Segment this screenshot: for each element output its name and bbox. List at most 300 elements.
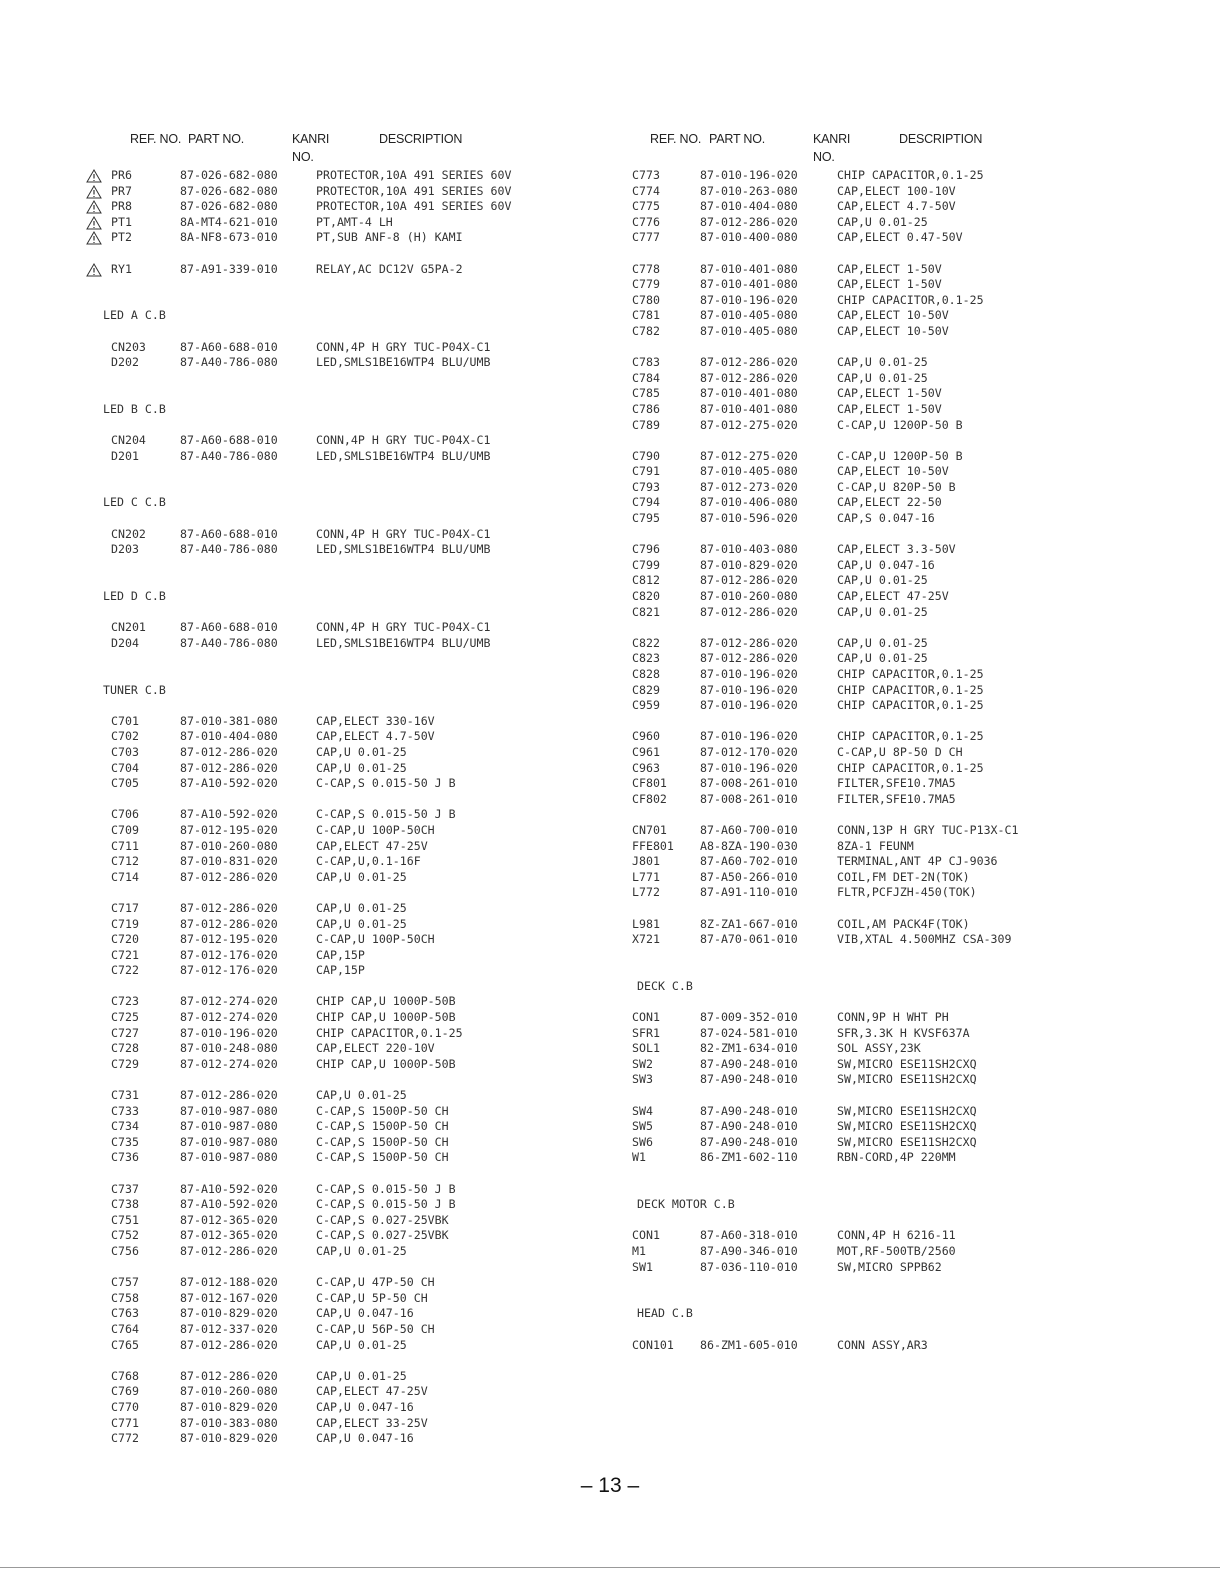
ref-no-cell: PR8 xyxy=(111,199,132,214)
ref-no-cell: C736 xyxy=(111,1150,139,1165)
ref-no-cell: C821 xyxy=(632,604,660,619)
ref-no-cell: PT1 xyxy=(111,214,132,229)
ref-no-cell: C733 xyxy=(111,1103,139,1118)
description-cell: SW,MICRO ESE11SH2CXQ xyxy=(837,1056,977,1071)
table-row xyxy=(88,1213,618,1229)
description-cell: C-CAP,S 0.015-50 J B xyxy=(316,776,456,791)
table-row xyxy=(622,1135,1212,1151)
table-row xyxy=(622,277,1212,293)
description-cell: C-CAP,U 1200P-50 B xyxy=(837,448,963,463)
ref-no-cell: C790 xyxy=(632,448,660,463)
part-no-cell: 87-010-987-080 xyxy=(180,1119,278,1134)
description-cell: CAP,ELECT 47-25V xyxy=(316,1384,428,1399)
ref-no-cell: C795 xyxy=(632,511,660,526)
ref-no-cell: C963 xyxy=(632,760,660,775)
table-row xyxy=(88,963,618,979)
ref-no-cell: C770 xyxy=(111,1399,139,1414)
ref-no-cell: C828 xyxy=(632,667,660,681)
spacer xyxy=(622,901,1212,917)
part-no-cell: 87-036-110-010 xyxy=(700,1259,798,1274)
table-row xyxy=(88,199,618,215)
table-row xyxy=(88,1306,618,1322)
part-no-cell: 87-010-987-080 xyxy=(180,1103,278,1118)
description-cell: CAP,ELECT 1-50V xyxy=(837,261,942,276)
description-cell: CAP,ELECT 47-25V xyxy=(837,589,949,604)
description-cell: CAP,U 0.047-16 xyxy=(837,557,935,572)
section-title xyxy=(88,589,618,605)
bottom-rule xyxy=(0,1567,1220,1568)
table-row xyxy=(88,1369,618,1385)
description-cell: CAP,ELECT 22-50 xyxy=(837,495,942,510)
description-cell: CAP,U 0.047-16 xyxy=(316,1431,414,1446)
description-cell: 8ZA-1 FEUNM xyxy=(837,838,914,853)
warning-triangle-icon xyxy=(86,231,102,245)
description-cell: CHIP CAPACITOR,0.1-25 xyxy=(837,667,984,681)
description-cell: CAP,ELECT 10-50V xyxy=(837,308,949,323)
column-header xyxy=(88,132,618,168)
section-title-text: LED B C.B xyxy=(103,401,166,416)
part-no-cell: 87-012-286-020 xyxy=(180,1368,278,1383)
part-no-cell: 87-026-682-080 xyxy=(180,183,278,198)
part-no-cell: 87-A60-688-010 xyxy=(180,433,278,448)
part-no-cell: 87-012-365-020 xyxy=(180,1228,278,1243)
description-cell: CAP,15P xyxy=(316,963,365,978)
description-cell: CAP,U 0.01-25 xyxy=(316,1243,407,1258)
ref-no-cell: C752 xyxy=(111,1228,139,1243)
part-no-cell: 87-012-286-020 xyxy=(180,1337,278,1352)
section-title xyxy=(88,308,618,324)
part-no-cell: 87-A90-248-010 xyxy=(700,1134,798,1149)
part-no-cell: 87-010-829-020 xyxy=(180,1306,278,1321)
part-no-cell: 87-010-405-080 xyxy=(700,323,798,338)
part-no-cell: 87-010-196-020 xyxy=(700,729,798,744)
description-cell: CAP,U 0.047-16 xyxy=(316,1399,414,1414)
description-heading: DESCRIPTION xyxy=(379,132,463,146)
ref-no-cell: C702 xyxy=(111,729,139,744)
description-cell: CHIP CAPACITOR,0.1-25 xyxy=(837,760,984,775)
description-cell: C-CAP,U 820P-50 B xyxy=(837,479,956,494)
ref-no-cell: CN202 xyxy=(111,526,146,541)
part-no-cell: 87-009-352-010 xyxy=(700,1010,798,1025)
ref-no-cell: C794 xyxy=(632,495,660,510)
ref-no-cell: RY1 xyxy=(111,261,132,276)
ref-no-cell: C786 xyxy=(632,401,660,416)
ref-no-cell: C776 xyxy=(632,214,660,229)
table-row xyxy=(622,870,1212,886)
ref-no-cell: M1 xyxy=(632,1243,646,1258)
part-no-cell: 87-A40-786-080 xyxy=(180,355,278,370)
table-row xyxy=(88,620,618,636)
part-no-cell: 87-010-196-020 xyxy=(700,667,798,681)
part-no-cell: 87-012-286-020 xyxy=(180,916,278,931)
ref-no-cell: C765 xyxy=(111,1337,139,1352)
part-no-cell: 87-010-405-080 xyxy=(700,464,798,479)
part-no-cell: 87-012-274-020 xyxy=(180,1010,278,1025)
part-no-cell: 87-A50-266-010 xyxy=(700,869,798,884)
ref-no-cell: CON1 xyxy=(632,1010,660,1025)
part-no-cell: 87-012-286-020 xyxy=(180,1243,278,1258)
part-no-cell: 87-A90-346-010 xyxy=(700,1243,798,1258)
description-cell: CONN,4P H GRY TUC-P04X-C1 xyxy=(316,433,491,448)
spacer xyxy=(622,620,1212,636)
ref-no-cell: C779 xyxy=(632,277,660,292)
ref-no-cell: C738 xyxy=(111,1197,139,1212)
table-row xyxy=(622,1057,1212,1073)
table-row xyxy=(622,854,1212,870)
ref-no-cell: C737 xyxy=(111,1181,139,1196)
description-cell: CAP,U 0.01-25 xyxy=(316,916,407,931)
description-cell: SW,MICRO ESE11SH2CXQ xyxy=(837,1103,977,1118)
table-row xyxy=(622,729,1212,745)
description-cell: PT,SUB ANF-8 (H) KAMI xyxy=(316,230,463,245)
table-row xyxy=(88,994,618,1010)
table-row xyxy=(88,1291,618,1307)
part-no-cell: 87-008-261-010 xyxy=(700,791,798,806)
ref-no-cell: C728 xyxy=(111,1041,139,1056)
ref-no-cell: C777 xyxy=(632,230,660,245)
ref-no-cell: SFR1 xyxy=(632,1025,660,1040)
description-cell: MOT,RF-500TB/2560 xyxy=(837,1243,956,1258)
table-row xyxy=(622,168,1212,184)
part-no-cell: 87-008-261-010 xyxy=(700,776,798,791)
part-no-cell: 87-010-196-020 xyxy=(180,1025,278,1040)
description-cell: CAP,U 0.01-25 xyxy=(316,1337,407,1352)
ref-no-cell: C822 xyxy=(632,635,660,650)
description-cell: C-CAP,S 0.027-25VBK xyxy=(316,1212,449,1227)
ref-no-cell: SW4 xyxy=(632,1103,653,1118)
ref-no-heading: REF. NO. xyxy=(650,132,702,146)
table-row xyxy=(88,776,618,792)
description-cell: CONN ASSY,AR3 xyxy=(837,1337,928,1352)
table-row xyxy=(88,1182,618,1198)
table-row xyxy=(622,1104,1212,1120)
table-row xyxy=(88,1228,618,1244)
spacer xyxy=(88,1260,618,1276)
part-no-cell: 87-026-682-080 xyxy=(180,199,278,214)
spacer xyxy=(88,511,618,527)
description-cell: CAP,ELECT 4.7-50V xyxy=(837,199,956,214)
ref-no-cell: C764 xyxy=(111,1321,139,1336)
spacer xyxy=(622,1213,1212,1229)
section-title-text: HEAD C.B xyxy=(637,1306,693,1321)
description-cell: C-CAP,S 0.015-50 J B xyxy=(316,1181,456,1196)
part-no-cell: 87-010-196-020 xyxy=(700,760,798,775)
spacer xyxy=(88,246,618,262)
description-cell: CHIP CAPACITOR,0.1-25 xyxy=(837,682,984,697)
part-no-cell: 87-012-274-020 xyxy=(180,1056,278,1071)
part-no-cell: 87-A60-702-010 xyxy=(700,854,798,869)
table-row xyxy=(622,324,1212,340)
part-no-cell: 87-012-286-020 xyxy=(700,370,798,385)
description-cell: C-CAP,U 1200P-50 B xyxy=(837,417,963,432)
part-no-cell: 87-010-829-020 xyxy=(700,557,798,572)
part-no-cell: 87-012-286-020 xyxy=(180,1088,278,1103)
description-cell: CHIP CAPACITOR,0.1-25 xyxy=(837,168,984,182)
ref-no-cell: CN204 xyxy=(111,433,146,448)
ref-no-cell: C751 xyxy=(111,1212,139,1227)
part-no-cell: 87-012-337-020 xyxy=(180,1321,278,1336)
table-row xyxy=(622,418,1212,434)
ref-no-cell: C773 xyxy=(632,168,660,182)
ref-no-cell: C703 xyxy=(111,744,139,759)
description-cell: CONN,4P H GRY TUC-P04X-C1 xyxy=(316,526,491,541)
description-cell: CAP,ELECT 1-50V xyxy=(837,386,942,401)
table-row xyxy=(88,745,618,761)
description-cell: PROTECTOR,10A 491 SERIES 60V xyxy=(316,168,512,182)
spacer xyxy=(622,994,1212,1010)
table-row xyxy=(88,527,618,543)
part-no-cell: 87-012-286-020 xyxy=(700,635,798,650)
part-no-cell: 87-010-987-080 xyxy=(180,1150,278,1165)
description-cell: C-CAP,U 100P-50CH xyxy=(316,822,435,837)
table-row xyxy=(88,761,618,777)
description-cell: C-CAP,U 47P-50 CH xyxy=(316,1275,435,1290)
table-row xyxy=(622,262,1212,278)
table-row xyxy=(88,714,618,730)
table-row xyxy=(88,262,618,278)
section-title-text: TUNER C.B xyxy=(103,682,166,697)
description-cell: PROTECTOR,10A 491 SERIES 60V xyxy=(316,183,512,198)
part-no-cell: 87-010-403-080 xyxy=(700,542,798,557)
ref-no-cell: C793 xyxy=(632,479,660,494)
part-no-cell: 87-012-195-020 xyxy=(180,822,278,837)
spacer xyxy=(622,807,1212,823)
table-row xyxy=(622,464,1212,480)
description-cell: CAP,U 0.01-25 xyxy=(316,744,407,759)
ref-no-cell: SW6 xyxy=(632,1134,653,1149)
spacer xyxy=(622,1322,1212,1338)
description-cell: CONN,13P H GRY TUC-P13X-C1 xyxy=(837,822,1019,837)
part-no-cell: 87-010-248-080 xyxy=(180,1041,278,1056)
kanri-heading: KANRI xyxy=(292,132,330,146)
description-cell: CHIP CAP,U 1000P-50B xyxy=(316,1056,456,1071)
description-cell: CAP,ELECT 10-50V xyxy=(837,464,949,479)
ref-no-cell: C960 xyxy=(632,729,660,744)
ref-no-cell: SOL1 xyxy=(632,1041,660,1056)
description-cell: SFR,3.3K H KVSF637A xyxy=(837,1025,970,1040)
part-no-cell: 8A-NF8-673-010 xyxy=(180,230,278,245)
part-no-cell: 87-012-167-020 xyxy=(180,1290,278,1305)
part-no-cell: 87-A10-592-020 xyxy=(180,776,278,791)
ref-no-cell: CF801 xyxy=(632,776,667,791)
section-title-text: LED A C.B xyxy=(103,308,166,323)
kanri-no-heading: NO. xyxy=(813,150,835,164)
description-cell: C-CAP,S 0.015-50 J B xyxy=(316,807,456,822)
table-row xyxy=(622,698,1212,714)
description-cell: CAP,ELECT 4.7-50V xyxy=(316,729,435,744)
table-row xyxy=(622,558,1212,574)
description-cell: C-CAP,U 5P-50 CH xyxy=(316,1290,428,1305)
table-row xyxy=(88,1119,618,1135)
table-row xyxy=(622,1150,1212,1166)
table-row xyxy=(88,449,618,465)
part-no-cell: 87-010-829-020 xyxy=(180,1399,278,1414)
part-no-cell: 82-ZM1-634-010 xyxy=(700,1041,798,1056)
ref-no-cell: C771 xyxy=(111,1415,139,1430)
description-cell: SW,MICRO ESE11SH2CXQ xyxy=(837,1072,977,1087)
table-row xyxy=(88,729,618,745)
part-no-heading: PART NO. xyxy=(709,132,766,146)
ref-no-cell: SW5 xyxy=(632,1119,653,1134)
description-cell: CHIP CAP,U 1000P-50B xyxy=(316,994,456,1009)
description-cell: CHIP CAPACITOR,0.1-25 xyxy=(837,729,984,744)
description-cell: CAP,U 0.01-25 xyxy=(837,370,928,385)
ref-no-cell: PT2 xyxy=(111,230,132,245)
part-no-cell: 87-A60-688-010 xyxy=(180,339,278,354)
part-no-cell: 87-010-987-080 xyxy=(180,1134,278,1149)
description-cell: CAP,ELECT 1-50V xyxy=(837,401,942,416)
part-no-cell: 87-A60-688-010 xyxy=(180,620,278,635)
description-cell: RELAY,AC DC12V G5PA-2 xyxy=(316,261,463,276)
table-row xyxy=(622,1244,1212,1260)
table-row xyxy=(622,293,1212,309)
ref-no-cell: C785 xyxy=(632,386,660,401)
ref-no-cell: C823 xyxy=(632,651,660,666)
part-no-cell: 87-A60-318-010 xyxy=(700,1228,798,1243)
table-row xyxy=(622,199,1212,215)
part-no-cell: 87-A40-786-080 xyxy=(180,542,278,557)
part-no-cell: 87-010-401-080 xyxy=(700,401,798,416)
column-header xyxy=(622,132,1212,168)
description-cell: C-CAP,U 100P-50CH xyxy=(316,932,435,947)
spacer xyxy=(88,324,618,340)
table-row xyxy=(88,542,618,558)
description-cell: CHIP CAPACITOR,0.1-25 xyxy=(837,292,984,307)
table-row xyxy=(622,651,1212,667)
part-no-cell: 87-010-829-020 xyxy=(180,1431,278,1446)
ref-no-cell: L981 xyxy=(632,916,660,931)
section-title xyxy=(622,1197,1212,1213)
ref-no-cell: C959 xyxy=(632,698,660,713)
ref-no-cell: C734 xyxy=(111,1119,139,1134)
description-cell: LED,SMLS1BE16WTP4 BLU/UMB xyxy=(316,355,491,370)
part-no-cell: 87-010-400-080 xyxy=(700,230,798,245)
ref-no-cell: C769 xyxy=(111,1384,139,1399)
spacer xyxy=(88,698,618,714)
right-parts-rows xyxy=(622,168,1212,1353)
table-row xyxy=(88,184,618,200)
kanri-no-heading: NO. xyxy=(292,150,314,164)
part-no-cell: 87-012-275-020 xyxy=(700,417,798,432)
ref-no-cell: C721 xyxy=(111,947,139,962)
spacer xyxy=(622,948,1212,979)
section-title xyxy=(88,683,618,699)
part-no-cell: 87-012-365-020 xyxy=(180,1212,278,1227)
table-row xyxy=(88,1338,618,1354)
ref-no-cell: C961 xyxy=(632,744,660,759)
table-row xyxy=(88,854,618,870)
table-row xyxy=(622,402,1212,418)
description-cell: C-CAP,U,0.1-16F xyxy=(316,854,421,869)
table-row xyxy=(622,792,1212,808)
description-cell: CAP,ELECT 0.47-50V xyxy=(837,230,963,245)
table-row xyxy=(88,433,618,449)
part-no-cell: 87-010-406-080 xyxy=(700,495,798,510)
part-no-cell: 87-010-260-080 xyxy=(700,589,798,604)
ref-no-cell: C783 xyxy=(632,355,660,370)
section-title xyxy=(622,979,1212,995)
description-cell: CAP,15P xyxy=(316,947,365,962)
ref-no-cell: C799 xyxy=(632,557,660,572)
ref-no-cell: C723 xyxy=(111,994,139,1009)
ref-no-cell: C791 xyxy=(632,464,660,479)
part-no-cell: 87-010-196-020 xyxy=(700,682,798,697)
table-row xyxy=(88,1010,618,1026)
part-no-cell: 87-012-286-020 xyxy=(700,355,798,370)
table-row xyxy=(88,839,618,855)
description-cell: CAP,ELECT 1-50V xyxy=(837,277,942,292)
table-row xyxy=(88,1400,618,1416)
description-cell: LED,SMLS1BE16WTP4 BLU/UMB xyxy=(316,448,491,463)
table-row xyxy=(88,823,618,839)
table-row xyxy=(88,1135,618,1151)
table-row xyxy=(88,1104,618,1120)
part-no-cell: 87-026-682-080 xyxy=(180,168,278,182)
description-cell: CAP,U 0.01-25 xyxy=(316,900,407,915)
page-number: – 13 – xyxy=(580,1474,640,1497)
part-no-cell: 86-ZM1-602-110 xyxy=(700,1150,798,1165)
description-cell: CONN,9P H WHT PH xyxy=(837,1010,949,1025)
ref-no-cell: C820 xyxy=(632,589,660,604)
part-no-cell: 87-012-275-020 xyxy=(700,448,798,463)
part-no-cell: 87-A10-592-020 xyxy=(180,1197,278,1212)
ref-no-cell: CN203 xyxy=(111,339,146,354)
part-no-cell: 87-012-176-020 xyxy=(180,963,278,978)
part-no-cell: 87-010-196-020 xyxy=(700,292,798,307)
ref-no-cell: C720 xyxy=(111,932,139,947)
part-no-cell: 87-012-286-020 xyxy=(700,651,798,666)
description-cell: PT,AMT-4 LH xyxy=(316,214,393,229)
table-row xyxy=(622,511,1212,527)
description-cell: CAP,U 0.01-25 xyxy=(316,760,407,775)
ref-no-cell: C709 xyxy=(111,822,139,837)
table-row xyxy=(88,1026,618,1042)
ref-no-cell: C775 xyxy=(632,199,660,214)
kanri-heading: KANRI xyxy=(813,132,851,146)
spacer xyxy=(622,1166,1212,1197)
description-cell: CAP,U 0.01-25 xyxy=(837,573,928,588)
table-row xyxy=(622,1338,1212,1354)
table-row xyxy=(622,215,1212,231)
table-row xyxy=(88,1150,618,1166)
ref-no-cell: D202 xyxy=(111,355,139,370)
description-cell: SW,MICRO ESE11SH2CXQ xyxy=(837,1119,977,1134)
part-no-cell: 87-012-286-020 xyxy=(700,604,798,619)
ref-no-cell: C701 xyxy=(111,713,139,728)
ref-no-cell: C735 xyxy=(111,1134,139,1149)
section-title-text: DECK C.B xyxy=(637,978,693,993)
part-no-cell: 87-012-286-020 xyxy=(180,744,278,759)
part-no-cell: 87-010-263-080 xyxy=(700,183,798,198)
description-cell: CHIP CAPACITOR,0.1-25 xyxy=(837,698,984,713)
table-row xyxy=(622,449,1212,465)
description-cell: CAP,ELECT 330-16V xyxy=(316,713,435,728)
description-cell: CAP,ELECT 47-25V xyxy=(316,838,428,853)
table-row xyxy=(88,355,618,371)
description-cell: CONN,4P H GRY TUC-P04X-C1 xyxy=(316,620,491,635)
section-title xyxy=(88,402,618,418)
table-row xyxy=(622,1026,1212,1042)
spacer xyxy=(88,885,618,901)
table-row xyxy=(622,776,1212,792)
table-row xyxy=(88,1431,618,1447)
part-no-cell: 87-010-404-080 xyxy=(700,199,798,214)
table-row xyxy=(88,901,618,917)
description-cell: CAP,U 0.01-25 xyxy=(837,355,928,370)
ref-no-cell: C717 xyxy=(111,900,139,915)
left-column xyxy=(88,132,618,1447)
part-no-cell: A8-8ZA-190-030 xyxy=(700,838,798,853)
